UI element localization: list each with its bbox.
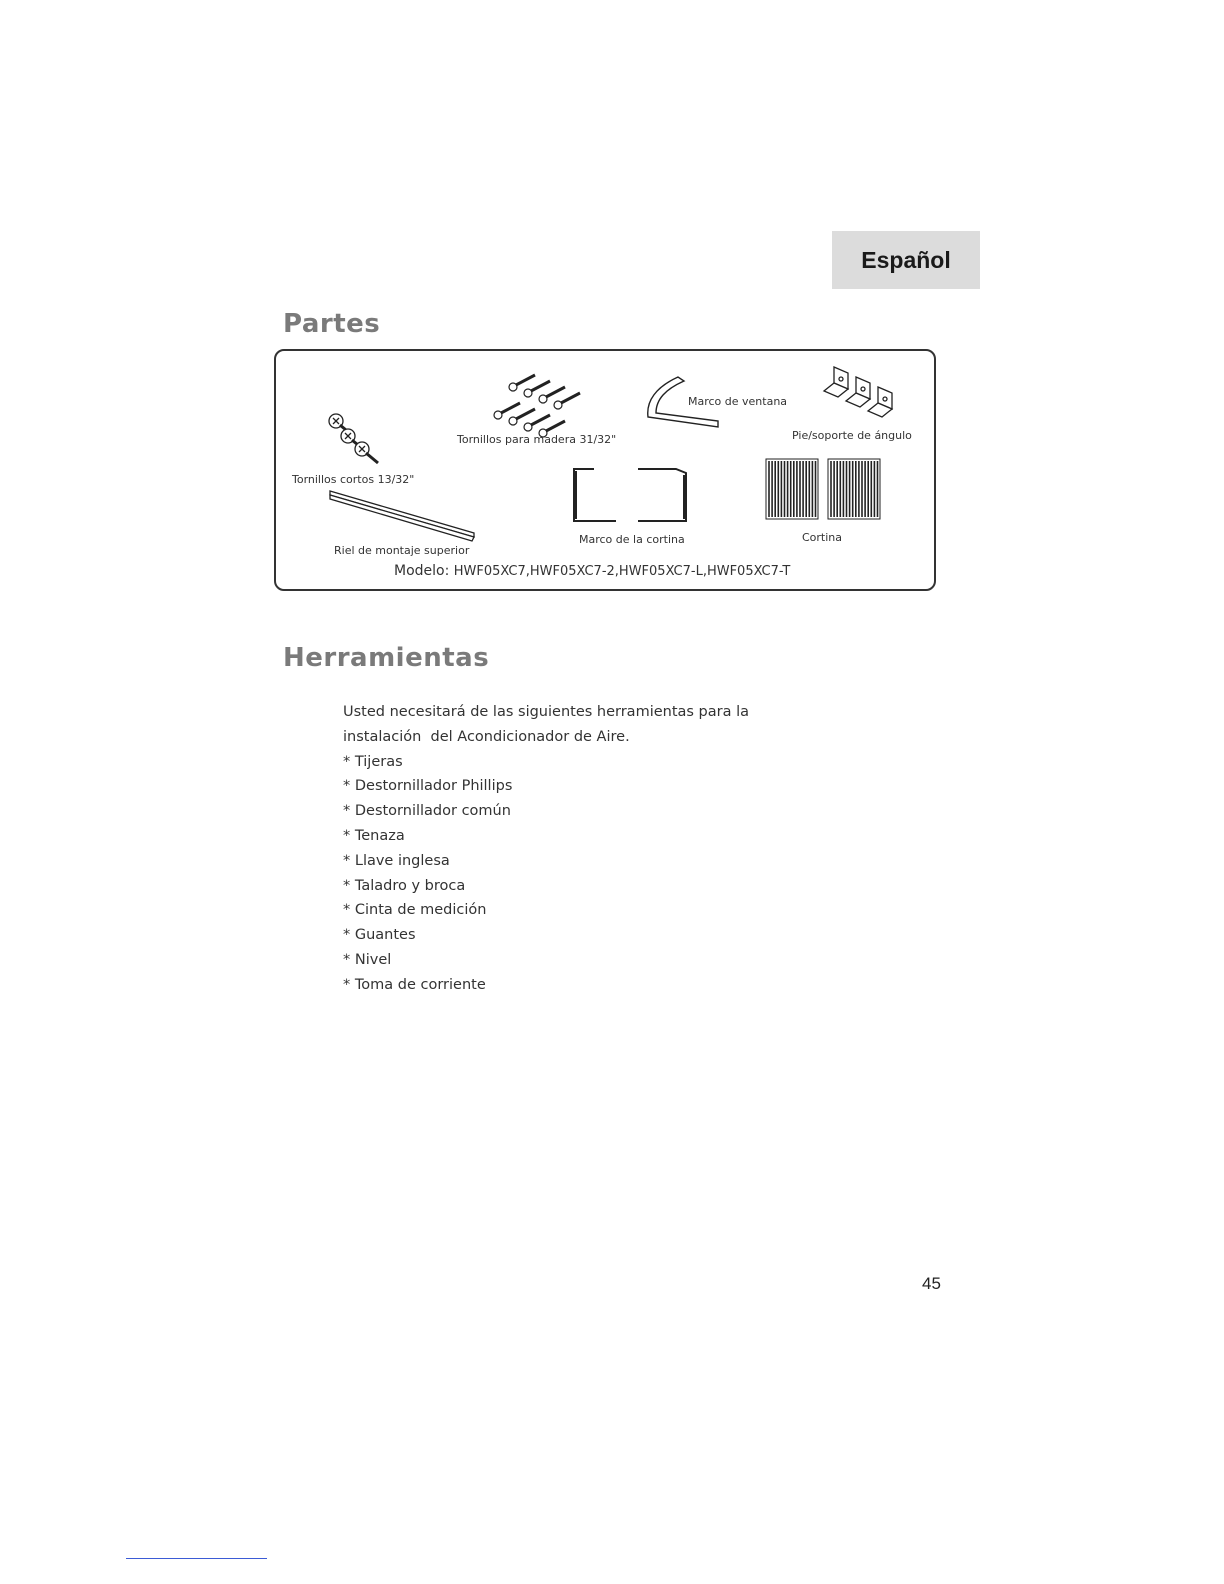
top-rail-label: Riel de montaje superior <box>334 544 470 557</box>
list-item: * Tenaza <box>343 827 405 844</box>
list-item: * Guantes <box>343 927 416 944</box>
window-frame-label: Marco de ventana <box>688 395 788 408</box>
curtain-label: Cortina <box>802 531 843 544</box>
bottom-rule <box>126 1558 267 1559</box>
list-item: * Taladro y broca <box>343 877 466 894</box>
tools-intro-line-1: Usted necesitará de las siguientes herramientas para la <box>343 704 750 720</box>
wood-screws-image <box>494 375 580 437</box>
list-item: * Nivel <box>343 951 392 968</box>
parts-box <box>274 349 936 591</box>
angle-bracket-label: Pie/soporte de ángulo <box>792 429 912 442</box>
curtain-frame-label: Marco de la cortina <box>579 533 685 546</box>
short-screws-image <box>329 414 378 463</box>
parts-heading: Partes <box>283 309 381 339</box>
list-item: * Llave inglesa <box>343 852 450 869</box>
top-rail-image <box>330 491 474 541</box>
model-line <box>394 563 790 579</box>
short-screws-label: Tornillos cortos 13/32" <box>292 473 415 486</box>
list-item: * Tijeras <box>343 753 403 770</box>
wood-screws-label: Tornillos para madera 31/32" <box>457 433 617 446</box>
page-number: 45 <box>922 1274 941 1293</box>
model-values: HWF05XC7,HWF05XC7-2,HWF05XC7-L,HWF05XC7-T <box>453 564 791 579</box>
list-item: * Cinta de medición <box>343 902 487 919</box>
tools-heading: Herramientas <box>283 643 490 673</box>
language-tab: Español <box>832 231 980 289</box>
tools-list <box>343 750 863 998</box>
list-item: * Toma de corriente <box>343 976 486 993</box>
model-label: Modelo: <box>394 563 450 579</box>
curtain-frame-image <box>574 469 686 521</box>
angle-bracket-image <box>824 367 892 417</box>
tools-section <box>343 700 863 998</box>
list-item: * Destornillador Phillips <box>343 778 513 795</box>
list-item: * Destornillador común <box>343 803 511 820</box>
tools-intro-line-2: instalación del Acondicionador de Aire. <box>343 728 630 745</box>
curtain-image <box>766 459 880 519</box>
